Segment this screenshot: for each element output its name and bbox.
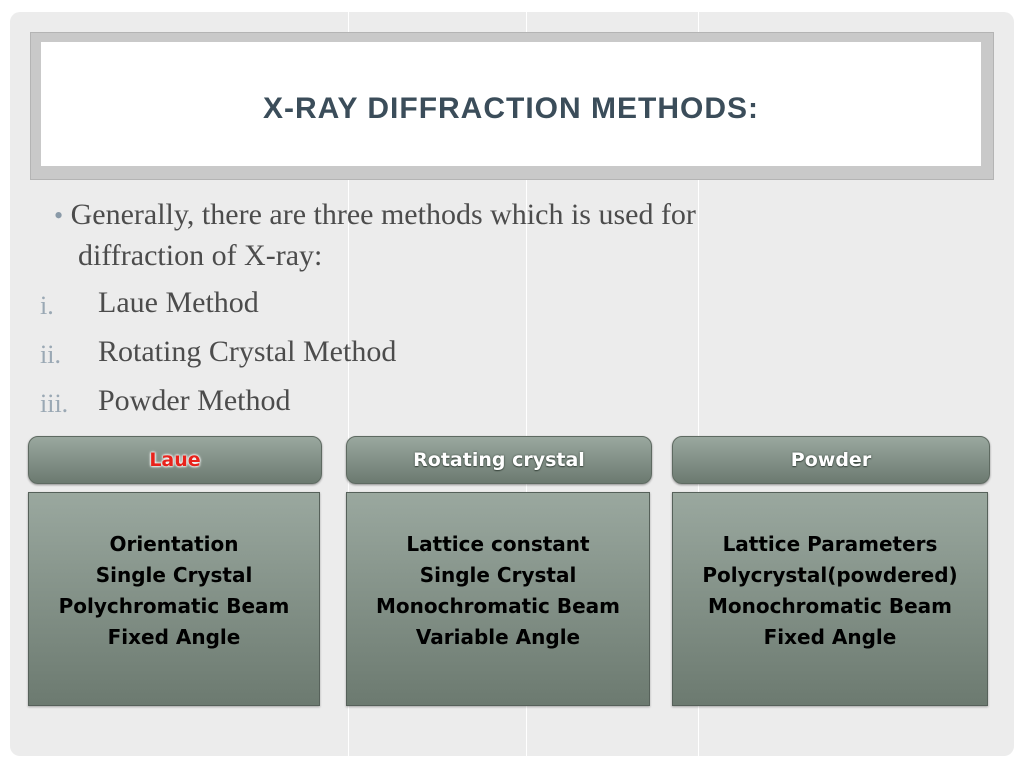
laue-details-box — [28, 492, 320, 706]
powder-header — [672, 436, 990, 484]
laue-header-label: Laue — [149, 449, 201, 471]
method-item-laue: Laue Method — [98, 286, 259, 319]
title-frame — [30, 32, 994, 180]
rotating-crystal-details-box — [346, 492, 650, 706]
powder-detail-line: Polycrystal(powdered) — [702, 563, 958, 587]
rotating-crystal-detail-line: Lattice constant — [406, 532, 590, 556]
rotating-crystal-header — [346, 436, 652, 484]
laue-detail-line: Orientation — [109, 532, 239, 556]
powder-header-label: Powder — [790, 449, 872, 471]
rotating-crystal-header-label: Rotating crystal — [413, 449, 585, 471]
powder-detail-line: Fixed Angle — [763, 625, 897, 649]
method-numeral: ii. — [40, 340, 61, 369]
laue-detail-line: Single Crystal — [95, 563, 253, 587]
powder-detail-line: Lattice Parameters — [722, 532, 938, 556]
slide — [10, 12, 1014, 756]
rotating-crystal-detail-line: Monochromatic Beam — [375, 594, 621, 618]
powder-details-box — [672, 492, 988, 706]
laue-detail-line: Polychromatic Beam — [58, 594, 290, 618]
rotating-crystal-detail-line: Single Crystal — [419, 563, 577, 587]
title-panel — [41, 42, 981, 166]
method-item-rotating-crystal: Rotating Crystal Method — [98, 335, 397, 368]
bullet-icon: • — [54, 201, 64, 230]
method-numeral: iii. — [40, 389, 69, 418]
rotating-crystal-detail-line: Variable Angle — [415, 625, 581, 649]
laue-detail-line: Fixed Angle — [107, 625, 241, 649]
slide-title: X-RAY DIFFRACTION METHODS: — [262, 92, 759, 125]
method-numeral: i. — [40, 291, 54, 320]
intro-line-2: diffraction of X-ray: — [78, 239, 323, 272]
method-item-powder: Powder Method — [98, 384, 291, 417]
powder-detail-line: Monochromatic Beam — [707, 594, 953, 618]
intro-line-1: Generally, there are three methods which is used for — [70, 198, 696, 231]
intro-bullet — [54, 198, 696, 232]
laue-header — [28, 436, 322, 484]
